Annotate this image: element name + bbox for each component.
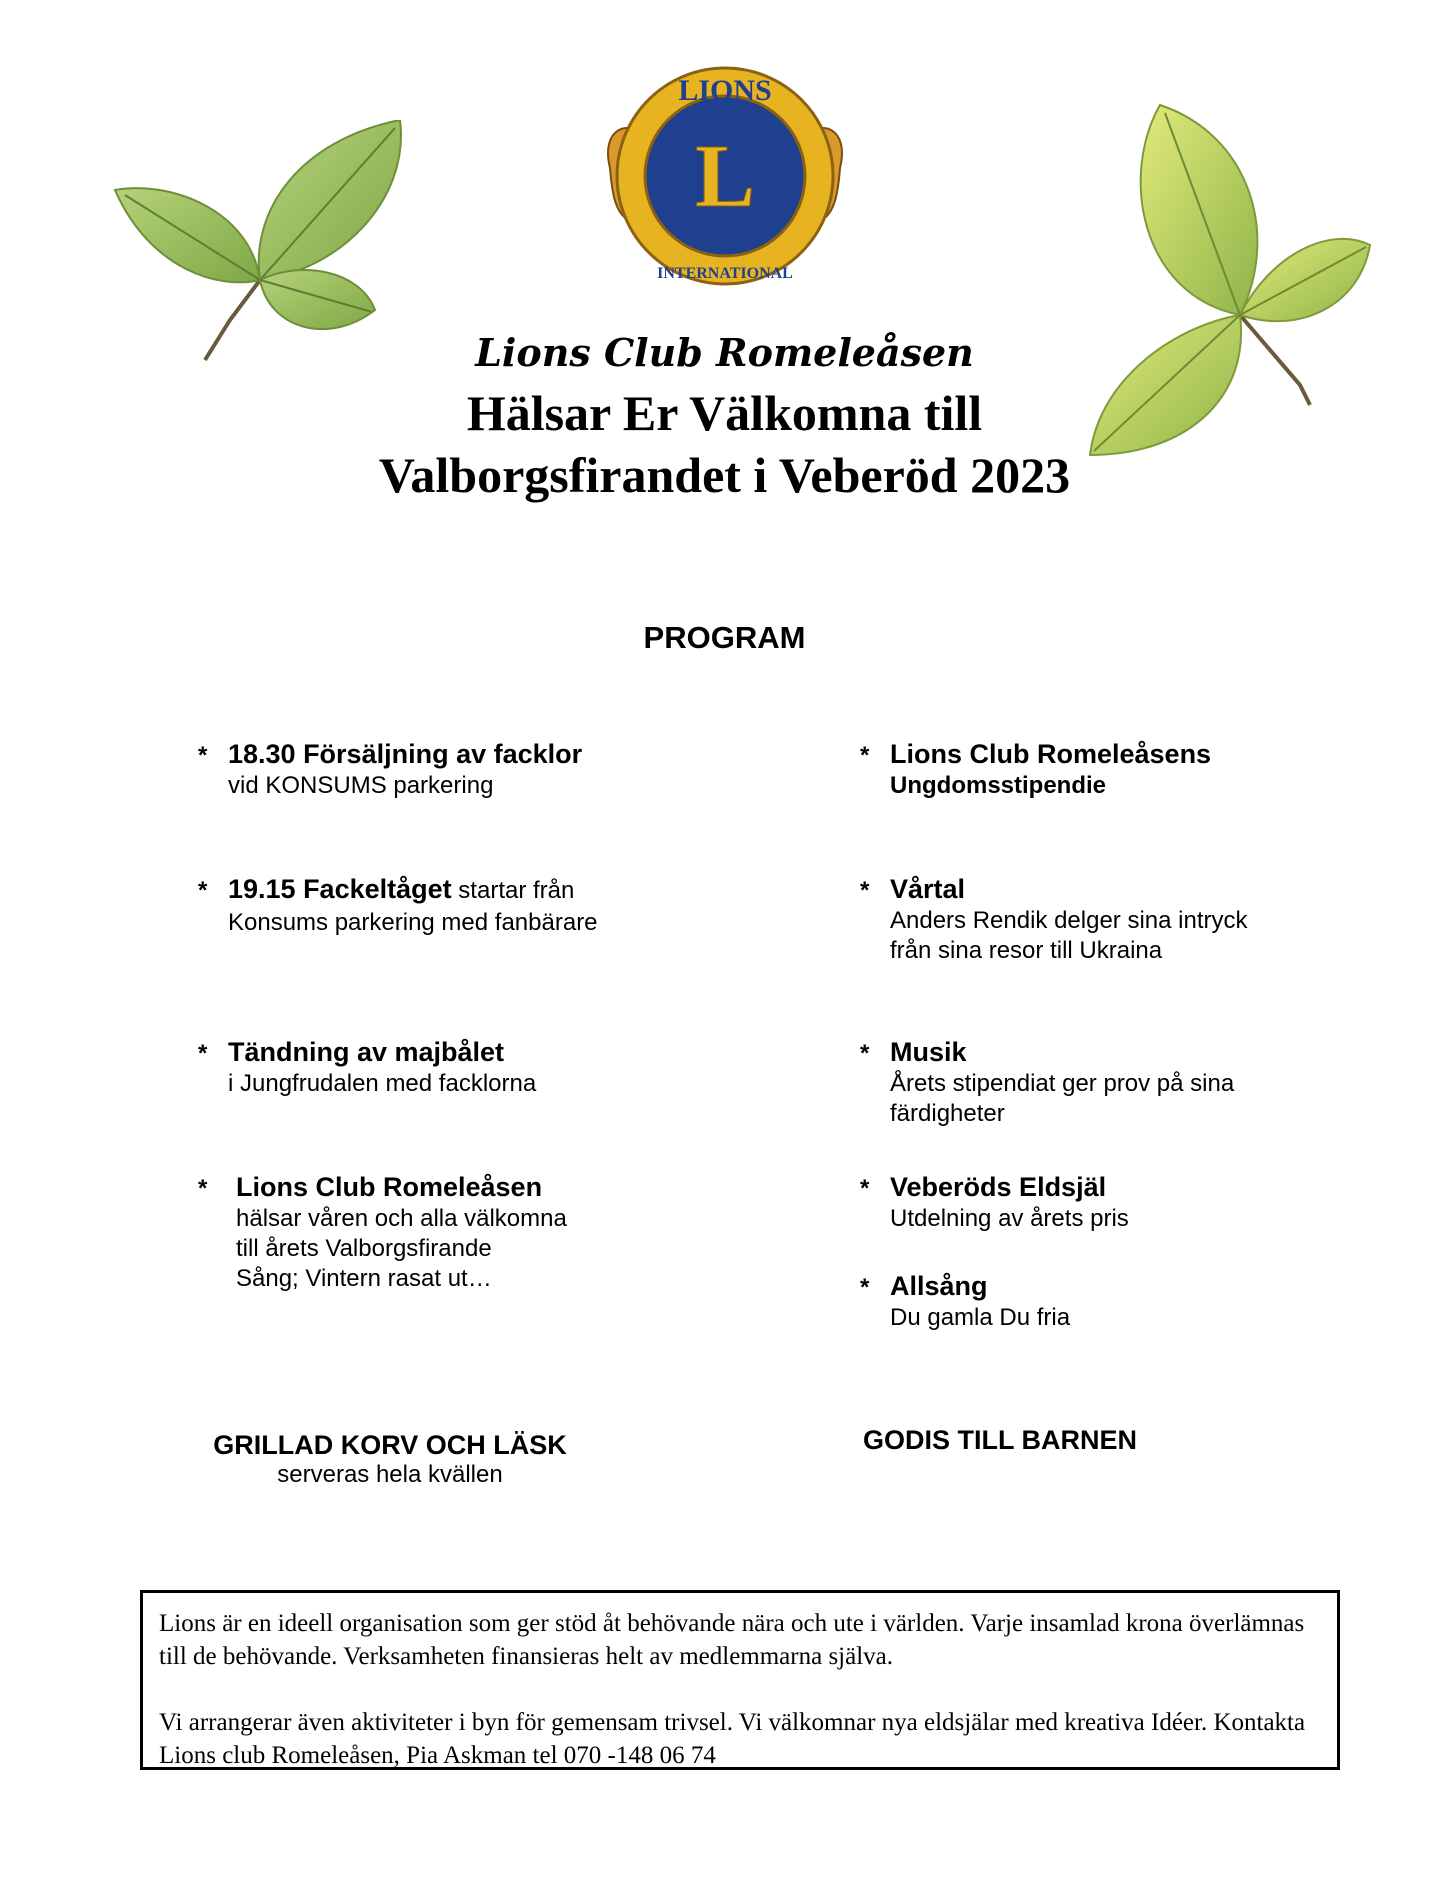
program-item-eldsjal (860, 1170, 1380, 1234)
logo-top-text: LIONS (678, 74, 772, 107)
program-item-allsang (860, 1269, 1380, 1333)
item-desc-line: Anders Rendik delger sina intryck (890, 907, 1248, 934)
welcome-heading-line2: Valborgsfirandet i Veberöd 2023 (378, 447, 1071, 503)
lions-international-logo (590, 58, 860, 298)
item-desc-line: i Jungfrudalen med facklorna (228, 1070, 537, 1097)
club-name-heading: Lions Club Romeleåsen (475, 330, 974, 375)
item-desc-line: Konsums parkering med fanbärare (228, 909, 598, 936)
item-desc-line: Årets stipendiat ger prov på sina (890, 1070, 1235, 1097)
item-desc-line: hälsar våren och alla välkomna (236, 1205, 567, 1232)
food-title: GODIS TILL BARNEN (862, 1425, 1137, 1455)
bullet-icon: * (198, 877, 208, 904)
info-paragraph-2: Vi arrangerar även aktiviteter i byn för gemensam trivsel. Vi välkomnar nya eldsjälar med kreativa Idéer. Kontakta Lions club Romeleåsen, Pia Askman tel 070 -148 06 74 (159, 1709, 1306, 1769)
item-desc-line: Utdelning av årets pris (890, 1205, 1129, 1232)
info-paragraph-1: Lions är en ideell organisation som ger stöd åt behövande nära och ute i världen. Varje insamlad krona överlämnas till de behövande. Verksamheten finansieras helt av medlemmarna själva. (159, 1610, 1305, 1670)
logo-letter: L (694, 127, 756, 226)
program-item-lions-club (198, 1170, 718, 1294)
item-title: Allsång (890, 1271, 988, 1301)
item-title: Lions Club Romeleåsens (890, 739, 1212, 769)
item-desc-line: färdigheter (890, 1100, 1005, 1127)
item-desc-line: Sång; Vintern rasat ut… (236, 1265, 492, 1292)
bullet-icon: * (860, 1175, 870, 1202)
bullet-icon: * (198, 1040, 208, 1067)
bullet-icon: * (860, 1274, 870, 1301)
bullet-icon: * (860, 742, 870, 769)
bullet-icon: * (198, 1175, 208, 1202)
item-title: Musik (890, 1037, 967, 1067)
bullet-icon: * (860, 1040, 870, 1067)
item-desc-line: från sina resor till Ukraina (890, 937, 1163, 964)
item-title-line2: Ungdomsstipendie (890, 772, 1107, 799)
item-title: Vårtal (890, 874, 966, 904)
item-title: Lions Club Romeleåsen (236, 1172, 543, 1202)
food-note-left (140, 1430, 640, 1489)
program-item-musik (860, 1035, 1380, 1129)
item-title: Tändning av majbålet (228, 1037, 505, 1067)
program-item-facklor (198, 737, 718, 801)
item-title: 19.15 Fackeltåget (228, 874, 452, 904)
program-heading: PROGRAM (643, 620, 806, 655)
item-desc-line: vid KONSUMS parkering (228, 772, 494, 799)
food-note-right (800, 1425, 1200, 1456)
bullet-icon: * (860, 877, 870, 904)
logo-bottom-text: INTERNATIONAL (657, 265, 793, 282)
welcome-heading-line1: Hälsar Er Välkomna till (466, 385, 983, 441)
program-item-fackeltaget (198, 872, 718, 938)
food-subtitle: serveras hela kvällen (277, 1461, 503, 1488)
item-title: Veberöds Eldsjäl (890, 1172, 1107, 1202)
program-item-stipendie (860, 737, 1380, 801)
item-desc-line: till årets Valborgsfirande (236, 1235, 492, 1262)
program-item-majbalet (198, 1035, 718, 1099)
program-item-vartal (860, 872, 1380, 966)
item-desc-line: Du gamla Du fria (890, 1304, 1071, 1331)
bullet-icon: * (198, 742, 208, 769)
food-title: GRILLAD KORV OCH LÄSK (213, 1430, 567, 1460)
item-title: 18.30 Försäljning av facklor (228, 739, 583, 769)
info-box (140, 1590, 1340, 1770)
item-title-rest: startar från (451, 877, 575, 904)
